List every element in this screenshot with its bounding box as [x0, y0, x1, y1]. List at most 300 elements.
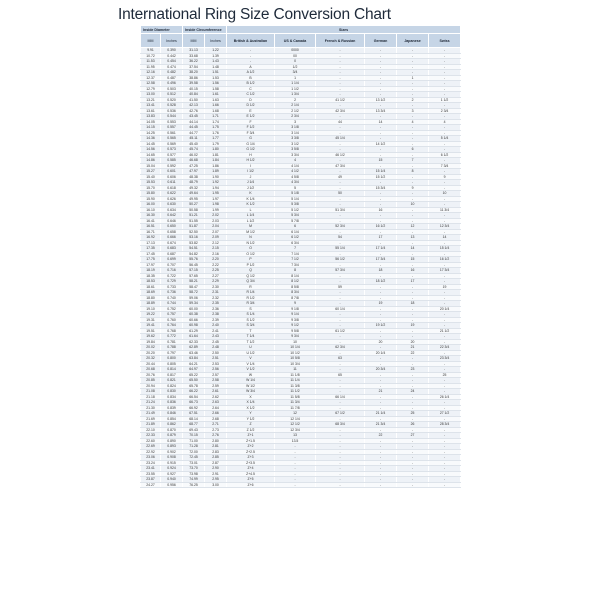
british-size-cell: U 1/2: [227, 350, 275, 356]
french-size-cell: 47 3/4: [316, 163, 365, 169]
british-size-cell: A: [227, 64, 275, 70]
swiss-size-cell: -: [429, 416, 461, 422]
british-size-cell: B 1/2: [227, 81, 275, 87]
german-size-cell: -: [365, 383, 397, 389]
us-size-cell: 9 1/4: [275, 312, 316, 318]
circumference-inches-cell: 2.25: [205, 268, 227, 274]
diameter-inches-cell: 0.902: [161, 449, 183, 455]
british-size-cell: L: [227, 207, 275, 213]
french-size-cell: -: [316, 240, 365, 246]
diameter-mm-cell: 14.36: [141, 136, 161, 142]
diameter-inches-cell: 0.764: [161, 323, 183, 329]
circumference-inches-cell: 1.90: [205, 174, 227, 180]
diameter-mm-cell: 16.71: [141, 229, 161, 235]
german-size-cell: -: [365, 59, 397, 65]
swiss-size-cell: 7 3/4: [429, 163, 461, 169]
circumference-inches-cell: 1.39: [205, 53, 227, 59]
japanese-size-cell: -: [397, 130, 429, 136]
circumference-mm-cell: 49.32: [183, 185, 205, 191]
swiss-size-cell: 15 1/4: [429, 246, 461, 252]
diameter-inches-cell: 0.674: [161, 240, 183, 246]
british-size-cell: H: [227, 152, 275, 158]
diameter-mm-cell: 19.51: [141, 328, 161, 334]
diameter-mm-cell: 21.89: [141, 422, 161, 428]
swiss-size-cell: 12 3/4: [429, 224, 461, 230]
circumference-mm-cell: 47.25: [183, 163, 205, 169]
us-size-cell: 4 1/2: [275, 169, 316, 175]
diameter-mm-cell: 16.30: [141, 213, 161, 219]
us-size-cell: 00: [275, 53, 316, 59]
german-size-cell: -: [365, 471, 397, 477]
us-size-cell: -: [275, 460, 316, 466]
swiss-size-cell: -: [429, 312, 461, 318]
japanese-size-cell: 24: [397, 389, 429, 395]
swiss-size-cell: -: [429, 59, 461, 65]
japanese-size-cell: -: [397, 180, 429, 186]
diameter-mm-cell: 23.24: [141, 460, 161, 466]
german-size-cell: 20 3/4: [365, 367, 397, 373]
german-size-cell: -: [365, 312, 397, 318]
british-size-cell: M 1/2: [227, 229, 275, 235]
circumference-mm-cell: 37.54: [183, 64, 205, 70]
swiss-size-cell: -: [429, 455, 461, 461]
diameter-inches-cell: 0.797: [161, 350, 183, 356]
japanese-size-cell: -: [397, 328, 429, 334]
british-size-cell: X 1/4: [227, 400, 275, 406]
swiss-size-cell: 23 3/4: [429, 356, 461, 362]
col-header-british: British & Australian: [227, 34, 275, 48]
french-size-cell: 60 1/4: [316, 306, 365, 312]
french-size-cell: -: [316, 196, 365, 202]
circumference-mm-cell: 69.43: [183, 427, 205, 433]
diameter-mm-cell: 17.97: [141, 262, 161, 268]
diameter-inches-cell: 0.772: [161, 334, 183, 340]
us-size-cell: 7 1/2: [275, 257, 316, 263]
british-size-cell: Q: [227, 268, 275, 274]
french-size-cell: 62 3/4: [316, 345, 365, 351]
circumference-mm-cell: 59.06: [183, 295, 205, 301]
french-size-cell: -: [316, 416, 365, 422]
diameter-mm-cell: 19.41: [141, 323, 161, 329]
swiss-size-cell: -: [429, 444, 461, 450]
japanese-size-cell: -: [397, 295, 429, 301]
circumference-inches-cell: 2.91: [205, 471, 227, 477]
swiss-size-cell: 16 1/2: [429, 257, 461, 263]
us-size-cell: 5 3/4: [275, 213, 316, 219]
us-size-cell: 11 1/2: [275, 389, 316, 395]
german-size-cell: 19: [365, 301, 397, 307]
german-size-cell: 13 3/4: [365, 108, 397, 114]
japanese-size-cell: -: [397, 70, 429, 76]
circumference-inches-cell: 1.84: [205, 158, 227, 164]
circumference-mm-cell: 39.58: [183, 81, 205, 87]
circumference-inches-cell: 1.74: [205, 119, 227, 125]
german-size-cell: -: [365, 361, 397, 367]
diameter-inches-cell: 0.788: [161, 345, 183, 351]
diameter-mm-cell: 14.05: [141, 119, 161, 125]
us-size-cell: 3 3/4: [275, 152, 316, 158]
circumference-inches-cell: 2.41: [205, 328, 227, 334]
diameter-mm-cell: 19.10: [141, 306, 161, 312]
us-size-cell: 9 1/2: [275, 323, 316, 329]
circumference-inches-cell: 1.79: [205, 141, 227, 147]
british-size-cell: T 1/4: [227, 334, 275, 340]
swiss-size-cell: -: [429, 53, 461, 59]
german-size-cell: -: [365, 394, 397, 400]
col-header-circumference-mm: MM: [183, 34, 205, 48]
us-size-cell: 10 1/4: [275, 345, 316, 351]
circumference-inches-cell: 2.03: [205, 218, 227, 224]
british-size-cell: Z+2: [227, 444, 275, 450]
diameter-inches-cell: 0.924: [161, 466, 183, 472]
swiss-size-cell: -: [429, 251, 461, 257]
diameter-mm-cell: 22.92: [141, 449, 161, 455]
french-size-cell: -: [316, 433, 365, 439]
circumference-mm-cell: 58.21: [183, 279, 205, 285]
diameter-mm-cell: 22.10: [141, 427, 161, 433]
british-size-cell: P 1/2: [227, 262, 275, 268]
swiss-size-cell: 5 1/4: [429, 136, 461, 142]
british-size-cell: F 3/4: [227, 130, 275, 136]
diameter-inches-cell: 0.744: [161, 301, 183, 307]
japanese-size-cell: 25: [397, 411, 429, 417]
circumference-inches-cell: 2.58: [205, 378, 227, 384]
japanese-size-cell: -: [397, 136, 429, 142]
us-size-cell: 9 3/4: [275, 334, 316, 340]
circumference-mm-cell: 53.16: [183, 235, 205, 241]
us-size-cell: 8 7/8: [275, 295, 316, 301]
swiss-size-cell: -: [429, 367, 461, 373]
diameter-inches-cell: 0.512: [161, 92, 183, 98]
swiss-size-cell: -: [429, 273, 461, 279]
diameter-mm-cell: 9.91: [141, 48, 161, 54]
circumference-inches-cell: 2.85: [205, 455, 227, 461]
circumference-inches-cell: 1.94: [205, 185, 227, 191]
inside-circumference-header: Inside Circumference: [183, 26, 227, 34]
circumference-inches-cell: 1.22: [205, 48, 227, 54]
circumference-mm-cell: 62.33: [183, 339, 205, 345]
swiss-size-cell: 14: [429, 235, 461, 241]
japanese-size-cell: -: [397, 378, 429, 384]
german-size-cell: -: [365, 180, 397, 186]
diameter-mm-cell: 19.84: [141, 339, 161, 345]
swiss-size-cell: -: [429, 114, 461, 120]
diameter-mm-cell: 15.90: [141, 196, 161, 202]
japanese-size-cell: -: [397, 471, 429, 477]
french-size-cell: -: [316, 75, 365, 81]
swiss-size-cell: -: [429, 130, 461, 136]
diameter-inches-cell: 0.908: [161, 455, 183, 461]
circumference-mm-cell: 43.45: [183, 114, 205, 120]
col-header-german: German: [365, 34, 397, 48]
japanese-size-cell: -: [397, 383, 429, 389]
french-size-cell: -: [316, 202, 365, 208]
circumference-inches-cell: 2.40: [205, 323, 227, 329]
japanese-size-cell: 15: [397, 257, 429, 263]
diameter-mm-cell: 19.31: [141, 317, 161, 323]
circumference-inches-cell: 1.68: [205, 108, 227, 114]
japanese-size-cell: -: [397, 416, 429, 422]
diameter-inches-cell: 0.626: [161, 196, 183, 202]
us-size-cell: 3/4: [275, 70, 316, 76]
col-header-diameter-mm: MM: [141, 34, 161, 48]
japanese-size-cell: 16: [397, 268, 429, 274]
japanese-size-cell: 4: [397, 119, 429, 125]
german-size-cell: -: [365, 328, 397, 334]
british-size-cell: Z+4: [227, 466, 275, 472]
diameter-inches-cell: 0.716: [161, 268, 183, 274]
diameter-inches-cell: 0.736: [161, 290, 183, 296]
swiss-size-cell: 4: [429, 119, 461, 125]
circumference-mm-cell: 31.13: [183, 48, 205, 54]
diameter-inches-cell: 0.634: [161, 207, 183, 213]
swiss-size-cell: -: [429, 477, 461, 483]
us-size-cell: 6: [275, 224, 316, 230]
british-size-cell: -: [227, 48, 275, 54]
us-size-cell: 4 1/4: [275, 163, 316, 169]
swiss-size-cell: -: [429, 361, 461, 367]
circumference-mm-cell: 66.92: [183, 405, 205, 411]
circumference-mm-cell: 73.98: [183, 471, 205, 477]
us-size-cell: 10 5/8: [275, 356, 316, 362]
swiss-size-cell: -: [429, 339, 461, 345]
german-size-cell: 17 3/4: [365, 257, 397, 263]
us-size-cell: 9 3/8: [275, 317, 316, 323]
german-size-cell: -: [365, 147, 397, 153]
french-size-cell: 51 3/4: [316, 207, 365, 213]
british-size-cell: C 1/2: [227, 92, 275, 98]
french-size-cell: -: [316, 301, 365, 307]
circumference-inches-cell: 2.83: [205, 449, 227, 455]
japanese-size-cell: 21: [397, 345, 429, 351]
french-size-cell: -: [316, 147, 365, 153]
japanese-size-cell: -: [397, 356, 429, 362]
french-size-cell: 54: [316, 235, 365, 241]
diameter-inches-cell: 0.940: [161, 477, 183, 483]
diameter-inches-cell: 0.573: [161, 147, 183, 153]
circumference-inches-cell: 2.29: [205, 279, 227, 285]
british-size-cell: S 1/4: [227, 312, 275, 318]
swiss-size-cell: -: [429, 202, 461, 208]
diameter-inches-cell: 0.839: [161, 405, 183, 411]
british-size-cell: J 1/4: [227, 180, 275, 186]
british-size-cell: R 3/4: [227, 301, 275, 307]
french-size-cell: -: [316, 229, 365, 235]
diameter-inches-cell: 0.752: [161, 306, 183, 312]
us-size-cell: -: [275, 455, 316, 461]
circumference-inches-cell: 1.58: [205, 86, 227, 92]
swiss-size-cell: -: [429, 180, 461, 186]
sizes-header: Sizes: [227, 26, 461, 34]
british-size-cell: L 1/2: [227, 218, 275, 224]
swiss-size-cell: -: [429, 427, 461, 433]
circumference-mm-cell: 38.20: [183, 70, 205, 76]
british-size-cell: F: [227, 119, 275, 125]
us-size-cell: 5 1/2: [275, 207, 316, 213]
diameter-mm-cell: 20.85: [141, 378, 161, 384]
french-size-cell: -: [316, 141, 365, 147]
circumference-mm-cell: 53.82: [183, 240, 205, 246]
diameter-mm-cell: 11.53: [141, 59, 161, 65]
circumference-inches-cell: 1.63: [205, 97, 227, 103]
circumference-inches-cell: 1.99: [205, 207, 227, 213]
circumference-mm-cell: 51.55: [183, 218, 205, 224]
british-size-cell: S 3/4: [227, 323, 275, 329]
british-size-cell: W: [227, 372, 275, 378]
french-size-cell: 59: [316, 284, 365, 290]
circumference-inches-cell: 1.81: [205, 152, 227, 158]
us-size-cell: 4: [275, 158, 316, 164]
us-size-cell: 10 1/2: [275, 350, 316, 356]
circumference-inches-cell: 1.51: [205, 70, 227, 76]
british-size-cell: W 3/4: [227, 389, 275, 395]
british-size-cell: D 1/2: [227, 103, 275, 109]
japanese-size-cell: -: [397, 449, 429, 455]
french-size-cell: -: [316, 312, 365, 318]
us-size-cell: 8 1/4: [275, 273, 316, 279]
circumference-mm-cell: 56.45: [183, 262, 205, 268]
british-size-cell: N: [227, 235, 275, 241]
french-size-cell: -: [316, 334, 365, 340]
british-size-cell: G: [227, 136, 275, 142]
diameter-mm-cell: 21.49: [141, 411, 161, 417]
german-size-cell: 14 1/2: [365, 141, 397, 147]
french-size-cell: -: [316, 262, 365, 268]
diameter-inches-cell: 0.592: [161, 163, 183, 169]
swiss-size-cell: -: [429, 64, 461, 70]
french-size-cell: -: [316, 444, 365, 450]
circumference-mm-cell: 54.82: [183, 251, 205, 257]
diameter-mm-cell: 20.68: [141, 367, 161, 373]
diameter-inches-cell: 0.630: [161, 202, 183, 208]
us-size-cell: 13.5: [275, 438, 316, 444]
french-size-cell: 67 1/2: [316, 411, 365, 417]
french-size-cell: -: [316, 81, 365, 87]
diameter-inches-cell: 0.733: [161, 284, 183, 290]
us-size-cell: 1 3/4: [275, 92, 316, 98]
french-size-cell: 55 1/4: [316, 246, 365, 252]
swiss-size-cell: -: [429, 103, 461, 109]
us-size-cell: 1 1/2: [275, 86, 316, 92]
japanese-size-cell: 10: [397, 202, 429, 208]
british-size-cell: W 1/2: [227, 383, 275, 389]
circumference-inches-cell: 2.63: [205, 400, 227, 406]
circumference-inches-cell: 2.45: [205, 339, 227, 345]
circumference-inches-cell: 1.53: [205, 75, 227, 81]
diameter-inches-cell: 0.618: [161, 185, 183, 191]
diameter-inches-cell: 0.611: [161, 180, 183, 186]
swiss-size-cell: -: [429, 400, 461, 406]
us-size-cell: 3 5/8: [275, 147, 316, 153]
diameter-inches-cell: 0.536: [161, 108, 183, 114]
diameter-inches-cell: 0.915: [161, 460, 183, 466]
circumference-mm-cell: 66.54: [183, 394, 205, 400]
diameter-inches-cell: 0.650: [161, 224, 183, 230]
swiss-size-cell: -: [429, 460, 461, 466]
french-size-cell: 68 3/4: [316, 422, 365, 428]
circumference-inches-cell: 2.53: [205, 361, 227, 367]
diameter-inches-cell: 0.893: [161, 444, 183, 450]
col-header-french: French & Russian: [316, 34, 365, 48]
british-size-cell: R 1/2: [227, 295, 275, 301]
us-size-cell: 9 1/8: [275, 306, 316, 312]
diameter-mm-cell: 10.72: [141, 53, 161, 59]
japanese-size-cell: 26: [397, 422, 429, 428]
us-size-cell: -: [275, 477, 316, 483]
diameter-mm-cell: 15.40: [141, 174, 161, 180]
diameter-inches-cell: 0.956: [161, 482, 183, 488]
swiss-size-cell: -: [429, 158, 461, 164]
circumference-mm-cell: 45.11: [183, 136, 205, 142]
japanese-size-cell: -: [397, 438, 429, 444]
us-size-cell: 12 1/2: [275, 422, 316, 428]
diameter-inches-cell: 0.707: [161, 262, 183, 268]
diameter-inches-cell: 0.454: [161, 59, 183, 65]
swiss-size-cell: -: [429, 471, 461, 477]
diameter-mm-cell: 23.41: [141, 466, 161, 472]
swiss-size-cell: -: [429, 438, 461, 444]
german-size-cell: -: [365, 163, 397, 169]
french-size-cell: -: [316, 438, 365, 444]
german-size-cell: -: [365, 295, 397, 301]
japanese-size-cell: -: [397, 306, 429, 312]
diameter-mm-cell: 20.32: [141, 356, 161, 362]
diameter-mm-cell: 13.83: [141, 114, 161, 120]
german-size-cell: -: [365, 229, 397, 235]
swiss-size-cell: -: [429, 86, 461, 92]
british-size-cell: Z+3.5: [227, 460, 275, 466]
diameter-mm-cell: 18.53: [141, 279, 161, 285]
japanese-size-cell: -: [397, 372, 429, 378]
diameter-mm-cell: 17.45: [141, 251, 161, 257]
british-size-cell: K: [227, 191, 275, 197]
us-size-cell: 7: [275, 246, 316, 252]
british-size-cell: N 1/2: [227, 240, 275, 246]
german-size-cell: 20 1/4: [365, 350, 397, 356]
german-size-cell: 21: [365, 389, 397, 395]
german-size-cell: -: [365, 196, 397, 202]
diameter-mm-cell: 23.06: [141, 455, 161, 461]
circumference-inches-cell: 1.43: [205, 59, 227, 65]
german-size-cell: -: [365, 53, 397, 59]
british-size-cell: E: [227, 108, 275, 114]
british-size-cell: Z: [227, 422, 275, 428]
german-size-cell: 17 1/4: [365, 246, 397, 252]
us-size-cell: 5 7/8: [275, 218, 316, 224]
diameter-inches-cell: 0.622: [161, 191, 183, 197]
circumference-mm-cell: 50.58: [183, 207, 205, 213]
swiss-size-cell: 22 3/4: [429, 345, 461, 351]
circumference-inches-cell: 2.20: [205, 257, 227, 263]
german-size-cell: -: [365, 345, 397, 351]
diameter-inches-cell: 0.642: [161, 213, 183, 219]
swiss-size-cell: -: [429, 466, 461, 472]
japanese-size-cell: -: [397, 81, 429, 87]
swiss-size-cell: -: [429, 147, 461, 153]
japanese-size-cell: -: [397, 207, 429, 213]
german-size-cell: 20: [365, 339, 397, 345]
swiss-size-cell: 17 3/4: [429, 268, 461, 274]
german-size-cell: -: [365, 455, 397, 461]
french-size-cell: -: [316, 427, 365, 433]
german-size-cell: -: [365, 449, 397, 455]
circumference-inches-cell: 2.68: [205, 416, 227, 422]
british-size-cell: Q 1/2: [227, 273, 275, 279]
german-size-cell: -: [365, 136, 397, 142]
circumference-inches-cell: 2.31: [205, 290, 227, 296]
japanese-size-cell: -: [397, 213, 429, 219]
diameter-inches-cell: 0.687: [161, 251, 183, 257]
